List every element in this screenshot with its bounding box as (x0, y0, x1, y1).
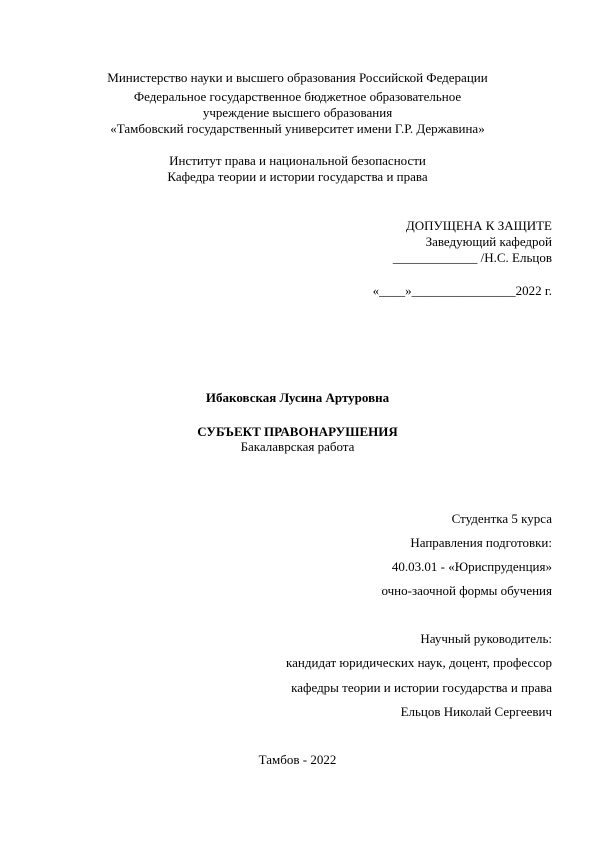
supervisor-label: Научный руководитель: (420, 631, 552, 646)
student-course: Студентка 5 курса (451, 511, 552, 526)
supervisor-name: Ельцов Николай Сергеевич (400, 704, 552, 719)
approval-title: ДОПУЩЕНА К ЗАЩИТЕ (405, 218, 552, 233)
institution-line-2: учреждение высшего образования (202, 105, 393, 120)
institute-name: Институт права и национальной безопасности (169, 153, 426, 168)
institution-line-1: Федеральное государственное бюджетное образовательное (133, 89, 462, 104)
university-name: «Тамбовский государственный университет имени Г.Р. Державина» (110, 121, 485, 136)
direction-label: Направления подготовки: (410, 535, 552, 550)
study-form: очно-заочной формы обучения (381, 583, 552, 598)
supervisor-department: кафедры теории и истории государства и права (291, 680, 552, 695)
department-name: Кафедра теории и истории государства и права (167, 169, 428, 184)
approval-signature: _____________ /Н.С. Ельцов (392, 250, 552, 265)
approval-head: Заведующий кафедрой (425, 234, 552, 249)
author-name: Ибаковская Лусина Артуровна (205, 390, 390, 405)
work-title: СУБЪЕКТ ПРАВОНАРУШЕНИЯ (197, 424, 398, 439)
city-year: Тамбов - 2022 (258, 752, 337, 767)
supervisor-degree: кандидат юридических наук, доцент, профессор (286, 655, 552, 670)
ministry-line: Министерство науки и высшего образования Российской Федерации (107, 70, 488, 85)
work-type: Бакалаврская работа (240, 439, 355, 454)
approval-date: «____»________________2022 г. (372, 283, 552, 298)
direction-value: 40.03.01 - «Юриспруденция» (391, 559, 552, 574)
